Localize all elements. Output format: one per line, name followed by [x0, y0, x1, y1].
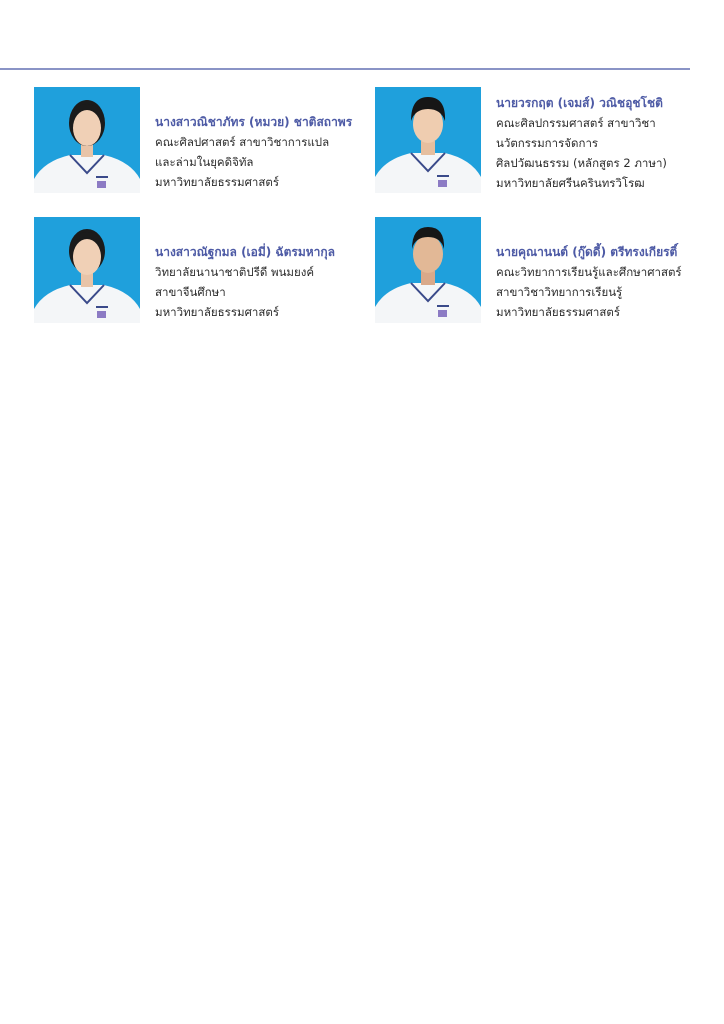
student-portrait-icon [375, 87, 481, 193]
student-detail-line: วิทยาลัยนานาชาติปรีดี พนมยงค์ [155, 265, 315, 279]
student-card [375, 217, 715, 325]
student-detail-line: และล่ามในยุคดิจิทัล [155, 155, 254, 169]
student-card [375, 87, 715, 195]
student-card [34, 217, 374, 325]
student-photo-female [34, 87, 140, 193]
student-photo-male [375, 217, 481, 323]
student-detail-line: คณะวิทยาการเรียนรู้และศึกษาศาสตร์ [496, 265, 682, 279]
student-detail-line: คณะศิลปศาสตร์ สาขาวิชาการแปล [155, 135, 330, 149]
student-detail-line: นวัตกรรมการจัดการ [496, 136, 599, 150]
student-detail-line: มหาวิทยาลัยธรรมศาสตร์ [496, 305, 621, 319]
student-portrait-icon [375, 217, 481, 323]
top-divider [0, 68, 690, 70]
student-portrait-icon [34, 217, 140, 323]
student-photo-female [34, 217, 140, 323]
student-detail-line: มหาวิทยาลัยธรรมศาสตร์ [155, 305, 280, 319]
student-name: นางสาวณิชาภัทร (หมวย) ชาติสถาพร [155, 115, 353, 129]
student-detail-line: สาขาวิชาวิทยาการเรียนรู้ [496, 285, 623, 299]
student-detail-line: คณะศิลปกรรมศาสตร์ สาขาวิชา [496, 116, 656, 130]
student-photo-male [375, 87, 481, 193]
student-name: นายวรกฤต (เจมส์) วณิชอุชโชติ [496, 96, 663, 110]
student-name: นางสาวณัฐกมล (เอมี่) ฉัตรมหากุล [155, 245, 336, 259]
student-detail-line: ศิลปวัฒนธรรม (หลักสูตร 2 ภาษา) [496, 156, 667, 170]
student-card [34, 87, 374, 195]
student-portrait-icon [34, 87, 140, 193]
student-name: นายคุณานนต์ (กู๊ดดี้) ตรีทรงเกียรติ์ [496, 245, 678, 259]
student-detail-line: มหาวิทยาลัยธรรมศาสตร์ [155, 175, 280, 189]
student-detail-line: สาขาจีนศึกษา [155, 285, 226, 299]
student-detail-line: มหาวิทยาลัยศรีนครินทรวิโรฒ [496, 176, 645, 190]
